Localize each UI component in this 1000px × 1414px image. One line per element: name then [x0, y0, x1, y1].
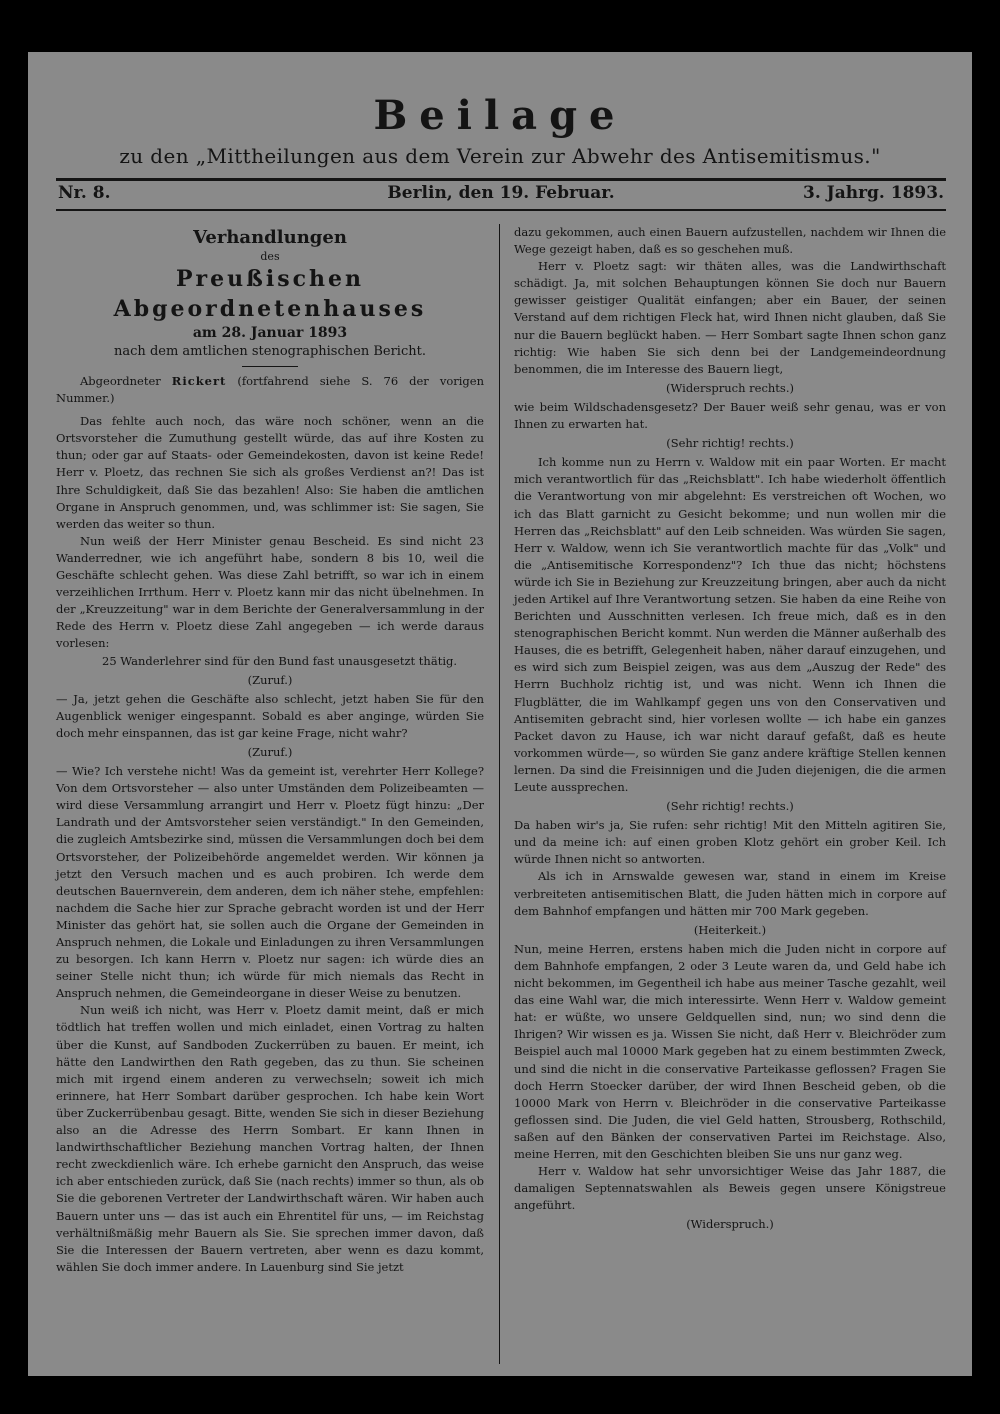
masthead-title: Beilage [373, 92, 627, 139]
issue-year: 3. Jahrg. 1893. [803, 183, 944, 203]
article-heading-des: des [260, 250, 280, 263]
article-heading-house: Preußischen Abgeordnetenhauses [113, 266, 427, 322]
paragraph: wie beim Wildschadensgesetz? Der Bauer weiß sehr genau, was er von Ihnen zu erwarten hat. [514, 399, 946, 432]
paragraph: Nun, meine Herren, erstens haben mich die Juden nicht in corpore auf dem Bahnhofe empfangen, 2 oder 3 Leute waren da, und Geld habe ich nicht bekommen, im Gegentheil ich habe aus meiner Tasche gezahlt, weil das eine Wahl war, die mich interessirte. Wenn Herr v. Waldow gemeint hat: er wüßte, wo unsere Geldquellen sind, nun; wo sind denn die Ihrigen? Wir wissen es ja. Wissen Sie nicht, daß Herr v. Bleichröder zum Beispiel auch mal 10000 Mark gegeben hat zu einem bestimmten Zweck, und sind die nicht in die conservative Parteikasse geflossen? Fragen Sie doch Herrn Stoecker darüber, der wird Ihnen Bescheid geben, ob die 10000 Mark von Herrn v. Bleichröder in die conservative Parteikasse geflossen sind. Die Juden, die viel Geld hatten, Strousberg, Rothschild, saßen auf den Bänken der conservativen Partei im Reichstage. Also, meine Herren, mit den Geschichten bleiben Sie uns nur ganz weg. [514, 941, 946, 1161]
paragraph: Herr v. Ploetz sagt: wir thäten alles, was die Landwirthschaft schädigt. Ja, mit solchen Behauptungen können Sie doch nur Bauern gewisser geistiger Qualität einfangen; aber ein Bauer, der seinen Verstand auf dem richtigen Fleck hat, wird Ihnen nicht glauben, daß Sie nur die Bauern beglückt haben. — Herr Sombart sagte Ihnen schon ganz richtig: Wie haben Sie sich denn bei der Landgemeindeordnung benommen, die im Interesse des Bauern liegt, [514, 259, 946, 376]
stage-direction: (Heiterkeit.) [693, 922, 767, 937]
intro-suffix: (fortfahrend siehe S. 76 der vorigen Nummer.) [56, 374, 484, 406]
speaker-name: Rickert [171, 374, 227, 388]
intro-prefix: Abgeordneter [80, 374, 172, 388]
stage-direction: (Sehr richtig! rechts.) [666, 436, 794, 451]
newspaper-page [28, 52, 972, 1376]
stage-direction: (Sehr richtig! rechts.) [666, 799, 794, 814]
masthead-subtitle: zu den „Mittheilungen aus dem Verein zur Abwehr des Antisemitismus." [119, 144, 881, 168]
stage-direction: (Zuruf.) [247, 672, 293, 687]
stage-direction: (Zuruf.) [247, 744, 293, 759]
left-column [56, 224, 484, 1276]
article-heading: Verhandlungen [193, 227, 347, 248]
issue-date: Berlin, den 19. Februar. [387, 183, 615, 203]
stage-direction: (Widerspruch.) [686, 1217, 774, 1232]
paragraph: Da haben wir's ja, Sie rufen: sehr richtig! Mit den Mitteln agitiren Sie, und da meine ich: auf einen groben Klotz gehört ein grober Keil. Ich würde Ihnen nicht so antworten. [514, 818, 946, 867]
masthead-rule-top [56, 178, 946, 181]
paragraph: Ich komme nun zu Herrn v. Waldow mit ein paar Worten. Er macht mich verantwortlich für das „Reichsblatt". Ich habe wiederholt öffentlich die Verantwortung von mir abgelehnt: Es verstreichen oft Wochen, wo ich das Blatt garnicht zu Gesicht bekomme; und nun wollen mir die Herren das „Reichsblatt" auf den Leib schneiden. Was würden Sie sagen, Herr v. Waldow, wenn ich Sie verantwortlich machte für das „Volk" und die „Antisemitische Korrespondenz"? Ich thue das nicht; höchstens würde ich Sie in Beziehung zur Kreuzzeitung bringen, aber auch da nicht jeden Artikel auf Ihre Verantwortung setzen. Sie haben da eine Reihe von Berichten und Ausschnitten verlesen. Ich freue mich, daß es in den stenographischen Bericht kommt. Nun werden die Männer außerhalb des Hauses, die es betrifft, Gelegenheit haben, näher darauf einzugehen, und es wird sich zum Beispiel zeigen, was aus dem „Auszug der Rede" des Herrn Buchholz richtig ist, und was nicht. Wenn ich Ihnen die Flugblätter, die im Wahlkampf gegen uns von den Conservativen und Antisemiten gebracht sind, hier vorlesen wollte — ich habe ein ganzes Packet davon zu Hause, ich war nicht darauf gefaßt, daß es heute vorkommen würde—, so würden Sie ganz andere kräftige Stellen kennen lernen. Da sind die Freisinnigen und die Juden diejenigen, die die armen Leute aussprechen. [514, 455, 946, 794]
issue-number: Nr. 8. [58, 183, 111, 203]
right-column [514, 224, 946, 1235]
paragraph: Herr v. Waldow hat sehr unvorsichtiger Weise das Jahr 1887, die damaligen Septennatswahlen als Beweis gegen unsere Königstreue angeführt. [514, 1164, 946, 1213]
masthead-rule-bottom [56, 209, 946, 211]
paragraph: Als ich in Arnswalde gewesen war, stand in einem im Kreise verbreiteten antisemitischen Blatt, die Juden hätten mich in corpore auf dem Bahnhof empfangen und hätten mir 700 Mark gegeben. [514, 869, 946, 918]
speaker-intro [56, 373, 484, 407]
heading-divider [242, 366, 298, 367]
paragraph: Das fehlte auch noch, das wäre noch schöner, wenn an die Ortsvorsteher die Zumuthung gestellt würde, das auf ihre Kosten zu thun; oder gar auf Staats- oder Gemeindekosten, davon ist keine Rede! Herr v. Ploetz, das rechnen Sie sich als großes Verdienst an?! Das ist Ihre Schuldigkeit, daß Sie das bezahlen! Also: Sie haben die amtlichen Organe in Anspruch genommen, und, was schlimmer ist: Sie sagen, Sie werden das weiter so thun. [56, 414, 484, 531]
column-divider [499, 224, 500, 1364]
paragraph: dazu gekommen, auch einen Bauern aufzustellen, nachdem wir Ihnen die Wege gezeigt haben, daß es so geschehen muß. [514, 225, 946, 257]
scan-border [0, 0, 28, 1414]
paragraph: — Ja, jetzt gehen die Geschäfte also schlecht, jetzt haben Sie für den Augenblick weniger eingespannt. Sobald es aber anginge, würden Sie doch mehr einspannen, das ist gar keine Frage, nicht wahr? [56, 691, 484, 740]
article-heading-source: nach dem amtlichen stenographischen Bericht. [114, 344, 426, 359]
quotation: 25 Wanderlehrer sind für den Bund fast unausgesetzt thätig. [102, 653, 458, 668]
issue-line [56, 183, 946, 207]
article-heading-date: am 28. Januar 1893 [192, 325, 348, 341]
paragraph: Nun weiß der Herr Minister genau Bescheid. Es sind nicht 23 Wanderredner, wie ich angeführt habe, sondern 8 bis 10, weil die Geschäfte schlecht gehen. Was diese Zahl betrifft, so war ich in einem verzeihlichen Irrthum. Herr v. Ploetz kann mir das nicht übelnehmen. In der „Kreuzzeitung" war in dem Berichte der Generalversammlung in der Rede des Herrn v. Ploetz diese Zahl angegeben — ich werde daraus vorlesen: [56, 533, 484, 651]
paragraph: — Wie? Ich verstehe nicht! Was da gemeint ist, verehrter Herr Kollege? Von dem Ortsvorsteher — also unter Umständen dem Polizeibeamten — wird diese Versammlung arrangirt und Herr v. Ploetz fügt hinzu: „Der Landrath und der Amtsvorsteher seien verständigt." In den Gemeinden, die zugleich Amtsbezirke sind, müssen die Versammlungen doch bei dem Ortsvorsteher, der Polizeibehörde angemeldet werden. Wir können ja jetzt den Versuch machen und es auch probiren. Ich werde dem deutschen Bauernverein, dem anderen, dem ich näher stehe, empfehlen: nachdem die Sache hier zur Sprache gebracht worden ist und der Herr Minister das gehört hat, sie sollen auch die Organe der Gemeinden in Anspruch nehmen, die Lokale und Einladungen zu ihren Versammlungen zu besorgen. Ich kann Herrn v. Ploetz nur sagen: ich würde dies an seiner Stelle nicht thun; ich würde für mich niemals das Recht in Anspruch nehmen, die Gemeindeorgane in dieser Weise zu benutzen. [56, 764, 484, 1001]
stage-direction: (Widerspruch rechts.) [666, 380, 794, 395]
paragraph: Nun weiß ich nicht, was Herr v. Ploetz damit meint, daß er mich tödtlich hat treffen wollen und mich einladet, einen Vortrag zu halten über die Kunst, auf Sandboden Zuckerrüben zu bauen. Er meint, ich hätte den Landwirthen den Rath gegeben, das zu thun. Sie scheinen mich mit irgend einem anderen zu verwechseln; soweit ich mich erinnere, hat Herr Sombart darüber gesprochen. Ich habe kein Wort über Zuckerrübenbau gesagt. Bitte, wenden Sie sich in dieser Beziehung also an die Adresse des Herrn Sombart. Er kann Ihnen in landwirthschaftlicher Beziehung manchen Vortrag halten, der Ihnen recht zweckdienlich wäre. Ich erhebe garnicht den Anspruch, das weise ich aber entschieden zurück, daß Sie (nach rechts) immer so thun, als ob Sie die geborenen Vertreter der Landwirthschaft wären. Wir haben auch Bauern unter uns — das ist auch ein Ehrentitel für uns, — im Reichstag verhältnißmäßig mehr Bauern als Sie. Sie sprechen immer davon, daß Sie die Interessen der Bauern vertreten, aber wenn es dazu kommt, wählen Sie doch immer andere. In Lauenburg sind Sie jetzt [56, 1003, 484, 1274]
